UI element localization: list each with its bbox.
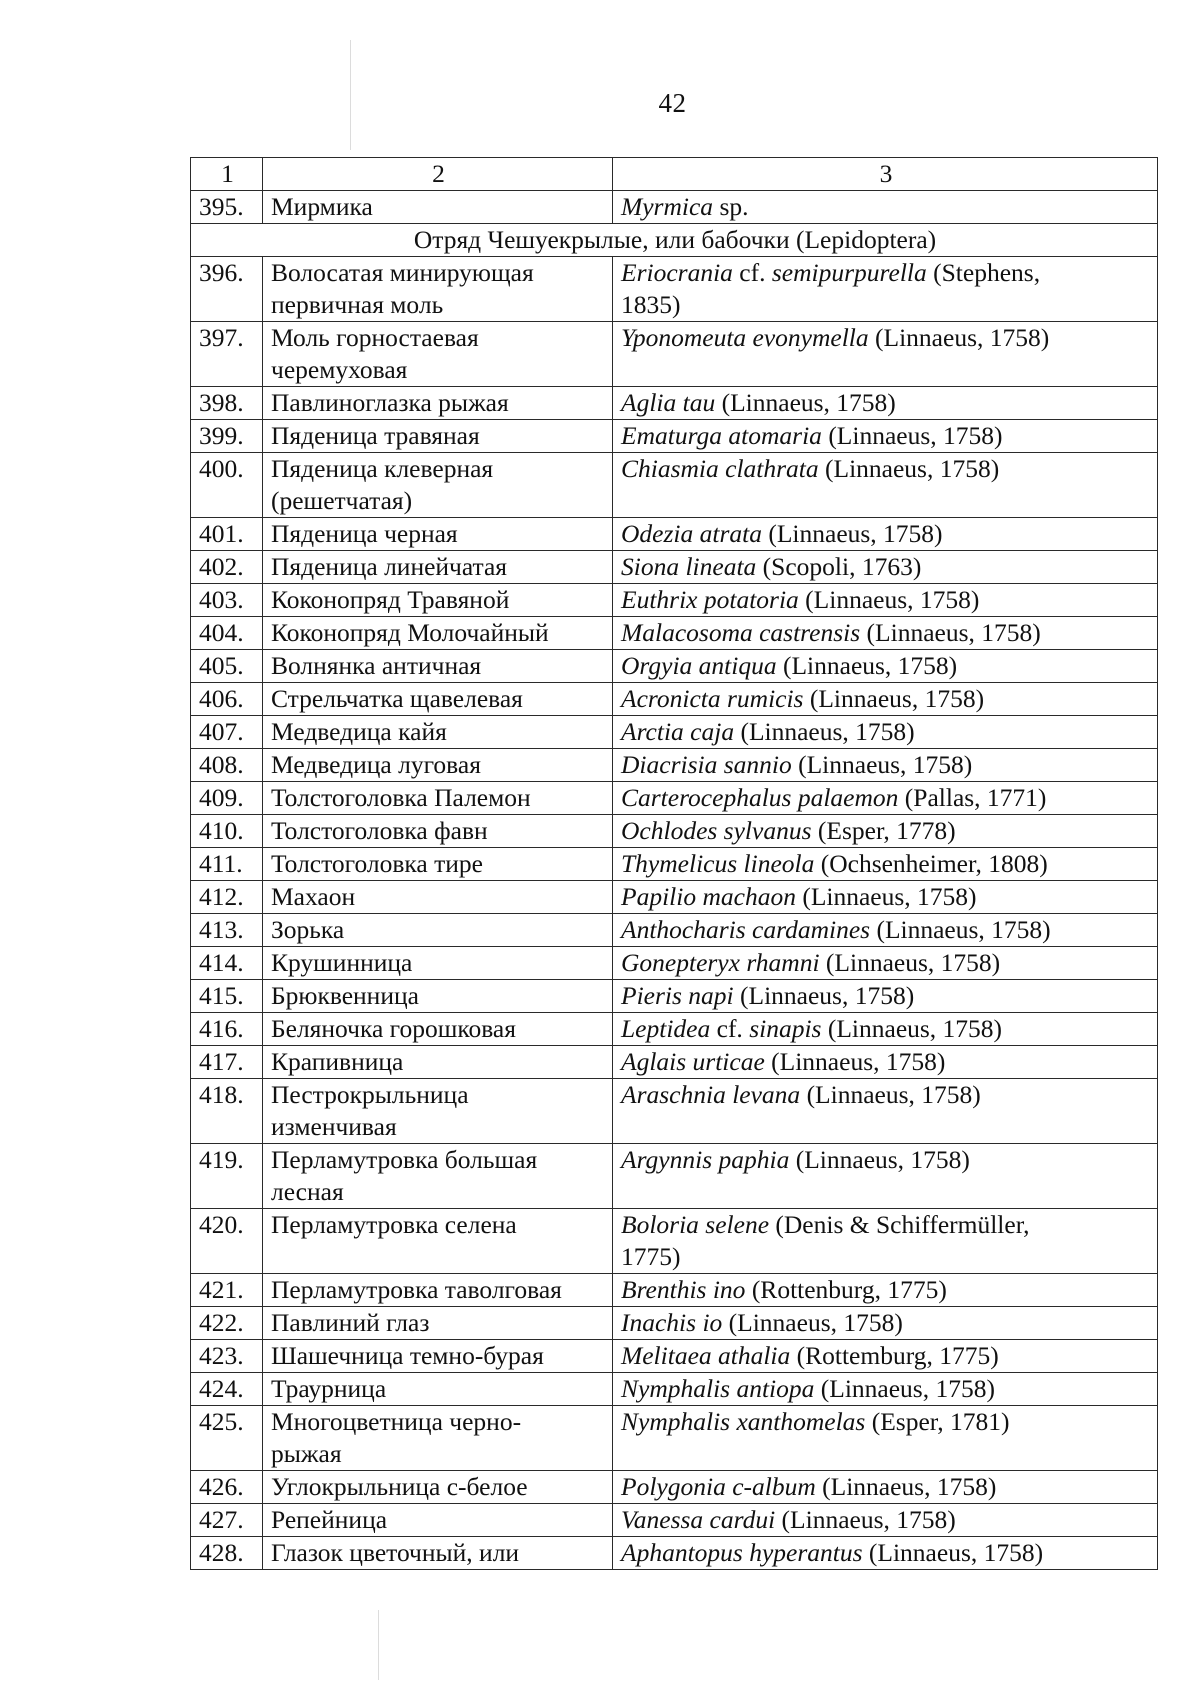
- latin-authority: (Linnaeus, 1758): [734, 717, 915, 746]
- latin-authority: (Pallas, 1771): [898, 783, 1047, 812]
- russian-name-cell: [263, 1537, 613, 1570]
- latin-binomial: Euthrix potatoria: [621, 585, 799, 614]
- table-row: [191, 947, 1158, 980]
- latin-name-cell: [613, 322, 1158, 387]
- latin-name-cell: [613, 1307, 1158, 1340]
- russian-name-cell: [263, 257, 613, 322]
- row-number: 406.: [191, 683, 263, 716]
- latin-binomial: Diacrisia sannio: [621, 750, 792, 779]
- latin-name-line: [621, 1274, 1151, 1306]
- latin-binomial: Brenthis ino: [621, 1275, 746, 1304]
- latin-binomial: Nymphalis xanthomelas: [621, 1407, 866, 1436]
- latin-name-line: [621, 749, 1151, 781]
- russian-name-cell: [263, 881, 613, 914]
- latin-binomial: Melitaea athalia: [621, 1341, 791, 1370]
- russian-name-cell: [263, 420, 613, 453]
- latin-binomial: Anthocharis cardamines: [621, 915, 871, 944]
- latin-authority: (Linnaeus, 1758): [800, 1080, 981, 1109]
- latin-authority: (Linnaeus, 1758): [715, 388, 896, 417]
- russian-name-line: первичная моль: [271, 290, 444, 319]
- latin-authority: (Linnaeus, 1758): [764, 1047, 946, 1076]
- russian-name-line: лесная: [271, 1177, 344, 1206]
- row-number: 419.: [191, 1144, 263, 1209]
- latin-authority: (Linnaeus, 1758): [821, 1014, 1003, 1043]
- russian-name-cell: [263, 1144, 613, 1209]
- row-number: 407.: [191, 716, 263, 749]
- latin-authority: (Rottemburg, 1775): [790, 1341, 999, 1370]
- latin-name-line: [621, 1340, 1151, 1372]
- header-cell-3: 3: [613, 158, 1158, 191]
- latin-name-cell: [613, 1340, 1158, 1373]
- row-number: 427.: [191, 1504, 263, 1537]
- latin-binomial: Polygonia c-album: [621, 1472, 816, 1501]
- russian-name-line: Глазок цветочный, или: [271, 1538, 520, 1567]
- row-number: 410.: [191, 815, 263, 848]
- latin-authority: (Linnaeus, 1758): [776, 651, 958, 680]
- latin-binomial: Ochlodes sylvanus: [621, 816, 812, 845]
- latin-name-line: [621, 1046, 1151, 1078]
- latin-name-cell: [613, 1046, 1158, 1079]
- russian-name-cell: [263, 1406, 613, 1471]
- russian-name-cell: [263, 848, 613, 881]
- russian-name-cell: [263, 551, 613, 584]
- latin-name-line: [621, 1307, 1151, 1339]
- row-number: 425.: [191, 1406, 263, 1471]
- header-cell-2: 2: [263, 158, 613, 191]
- latin-authority: (Denis & Schiffermüller,: [769, 1210, 1030, 1239]
- russian-name-line: Толстоголовка тире: [271, 849, 483, 878]
- russian-name-line: Медведица кайя: [271, 717, 447, 746]
- latin-binomial: Boloria selene: [621, 1210, 770, 1239]
- latin-binomial: Carterocephalus palaemon: [621, 783, 899, 812]
- russian-name-cell: [263, 453, 613, 518]
- table-row: [191, 551, 1158, 584]
- row-number: 415.: [191, 980, 263, 1013]
- row-number: 397.: [191, 322, 263, 387]
- russian-name-line: Стрельчатка щавелевая: [271, 684, 523, 713]
- row-number: 411.: [191, 848, 263, 881]
- russian-name-line: Медведица луговая: [271, 750, 481, 779]
- latin-name-cell: [613, 1079, 1158, 1144]
- row-number: 398.: [191, 387, 263, 420]
- row-number: 423.: [191, 1340, 263, 1373]
- russian-name-line: Беляночка горошковая: [271, 1014, 516, 1043]
- table-row: [191, 387, 1158, 420]
- latin-authority: (Linnaeus, 1758): [795, 882, 977, 911]
- latin-binomial: Aphantopus hyperantus: [621, 1538, 863, 1567]
- table-row: [191, 848, 1158, 881]
- latin-name-cell: [613, 749, 1158, 782]
- table-row: [191, 749, 1158, 782]
- table-row: [191, 782, 1158, 815]
- latin-binomial: Yponomeuta evonymella: [621, 323, 869, 352]
- latin-name-line: [621, 584, 1151, 616]
- row-number: 422.: [191, 1307, 263, 1340]
- latin-name-cell: [613, 1144, 1158, 1209]
- latin-name-line: [621, 914, 1151, 946]
- russian-name-line: (решетчатая): [271, 486, 413, 515]
- latin-name-cell: [613, 617, 1158, 650]
- row-number: 421.: [191, 1274, 263, 1307]
- latin-name-cell: [613, 1504, 1158, 1537]
- russian-name-cell: [263, 1307, 613, 1340]
- table-row: [191, 1340, 1158, 1373]
- row-number: 396.: [191, 257, 263, 322]
- russian-name-line: Крушинница: [271, 948, 413, 977]
- russian-name-cell: [263, 1013, 613, 1046]
- latin-name-cell: [613, 650, 1158, 683]
- russian-name-cell: [263, 1209, 613, 1274]
- header-cell-1: 1: [191, 158, 263, 191]
- russian-name-line: Махаон: [271, 882, 356, 911]
- latin-authority: 1775): [621, 1242, 681, 1271]
- russian-name-cell: [263, 191, 613, 224]
- russian-name-line: Пестрокрыльница: [271, 1080, 469, 1109]
- latin-name-line: [621, 289, 1151, 321]
- latin-name-line: [621, 1144, 1151, 1176]
- latin-name-cell: [613, 1373, 1158, 1406]
- latin-binomial: Pieris napi: [621, 981, 734, 1010]
- table-row: [191, 881, 1158, 914]
- latin-name-line: [621, 683, 1151, 715]
- russian-name-cell: [263, 518, 613, 551]
- row-number: 416.: [191, 1013, 263, 1046]
- russian-name-line: Волнянка античная: [271, 651, 482, 680]
- latin-name-cell: [613, 387, 1158, 420]
- latin-name-line: [621, 1079, 1151, 1111]
- latin-binomial: Inachis io: [621, 1308, 723, 1337]
- russian-name-cell: [263, 815, 613, 848]
- latin-name-line: [621, 848, 1151, 880]
- latin-binomial: Malacosoma castrensis: [621, 618, 861, 647]
- latin-authority: (Scopoli, 1763): [756, 552, 922, 581]
- russian-name-line: Перламутровка большая: [271, 1145, 538, 1174]
- latin-name-cell: [613, 584, 1158, 617]
- latin-name-cell: [613, 716, 1158, 749]
- russian-name-line: Пяденица линейчатая: [271, 552, 508, 581]
- species-table: [190, 157, 1158, 1570]
- table-row: [191, 1504, 1158, 1537]
- row-number: 417.: [191, 1046, 263, 1079]
- latin-authority: (Linnaeus, 1758): [761, 519, 943, 548]
- latin-name-cell: [613, 1209, 1158, 1274]
- latin-binomial: sinapis: [749, 1014, 822, 1043]
- russian-name-cell: [263, 1274, 613, 1307]
- row-number: 402.: [191, 551, 263, 584]
- latin-name-cell: [613, 1274, 1158, 1307]
- latin-name-line: [621, 947, 1151, 979]
- latin-name-line: [621, 1373, 1151, 1405]
- latin-authority: (Linnaeus, 1758): [818, 454, 1000, 483]
- table-row: [191, 1046, 1158, 1079]
- row-number: 395.: [191, 191, 263, 224]
- latin-authority: (Linnaeus, 1758): [803, 684, 985, 713]
- russian-name-cell: [263, 716, 613, 749]
- latin-authority: (Linnaeus, 1758): [819, 948, 1001, 977]
- latin-binomial: Thymelicus lineola: [621, 849, 815, 878]
- row-number: 412.: [191, 881, 263, 914]
- latin-binomial: Leptidea: [621, 1014, 711, 1043]
- latin-binomial: Nymphalis antiopa: [621, 1374, 815, 1403]
- latin-name-cell: [613, 518, 1158, 551]
- table-row: [191, 1013, 1158, 1046]
- table-row: [191, 1209, 1158, 1274]
- russian-name-line: Толстоголовка Палемон: [271, 783, 531, 812]
- row-number: 404.: [191, 617, 263, 650]
- latin-name-line: [621, 1471, 1151, 1503]
- table-header-row: [191, 158, 1158, 191]
- russian-name-cell: [263, 1079, 613, 1144]
- latin-name-cell: [613, 782, 1158, 815]
- russian-name-line: Репейница: [271, 1505, 388, 1534]
- latin-authority: (Linnaeus, 1758): [791, 750, 973, 779]
- russian-name-line: Павлиний глаз: [271, 1308, 430, 1337]
- latin-authority: (Rottenburg, 1775): [745, 1275, 947, 1304]
- russian-name-cell: [263, 782, 613, 815]
- latin-authority: (Linnaeus, 1758): [821, 421, 1003, 450]
- russian-name-cell: [263, 584, 613, 617]
- russian-name-cell: [263, 1373, 613, 1406]
- latin-name-cell: [613, 420, 1158, 453]
- table-row: [191, 453, 1158, 518]
- latin-authority: 1835): [621, 290, 681, 319]
- russian-name-line: Пяденица травяная: [271, 421, 480, 450]
- russian-name-cell: [263, 617, 613, 650]
- russian-name-cell: [263, 387, 613, 420]
- table-row: [191, 1307, 1158, 1340]
- latin-name-line: [621, 387, 1151, 419]
- table-row: [191, 1537, 1158, 1570]
- latin-binomial: Argynnis paphia: [621, 1145, 790, 1174]
- row-number: 428.: [191, 1537, 263, 1570]
- latin-authority: (Esper, 1781): [865, 1407, 1010, 1436]
- russian-name-cell: [263, 1046, 613, 1079]
- russian-name-line: Многоцветница черно-: [271, 1407, 522, 1436]
- latin-name-cell: [613, 191, 1158, 224]
- russian-name-cell: [263, 1340, 613, 1373]
- latin-authority: (Linnaeus, 1758): [862, 1538, 1044, 1567]
- latin-authority: (Linnaeus, 1758): [870, 915, 1051, 944]
- latin-binomial: Myrmica: [621, 192, 714, 221]
- table-row: [191, 1373, 1158, 1406]
- table-row: [191, 191, 1158, 224]
- latin-name-line: [621, 650, 1151, 682]
- order-heading: Отряд Чешуекрылые, или бабочки (Lepidoptera): [191, 224, 1158, 257]
- russian-name-cell: [263, 914, 613, 947]
- latin-name-cell: [613, 881, 1158, 914]
- latin-authority: (Esper, 1778): [811, 816, 956, 845]
- latin-authority: cf.: [732, 258, 772, 287]
- russian-name-cell: [263, 1504, 613, 1537]
- latin-name-cell: [613, 551, 1158, 584]
- latin-name-line: [621, 782, 1151, 814]
- russian-name-line: Траурница: [271, 1374, 387, 1403]
- latin-name-line: [621, 453, 1151, 485]
- latin-authority: (Linnaeus, 1758): [722, 1308, 903, 1337]
- russian-name-cell: [263, 749, 613, 782]
- russian-name-line: Шашечница темно-бурая: [271, 1341, 544, 1370]
- russian-name-line: Волосатая минирующая: [271, 258, 534, 287]
- russian-name-cell: [263, 683, 613, 716]
- latin-binomial: Chiasmia clathrata: [621, 454, 819, 483]
- latin-name-line: [621, 551, 1151, 583]
- latin-binomial: Acronicta rumicis: [621, 684, 804, 713]
- table-row: [191, 322, 1158, 387]
- russian-name-line: Углокрыльница с-белое: [271, 1472, 528, 1501]
- row-number: 408.: [191, 749, 263, 782]
- table-row: [191, 584, 1158, 617]
- latin-authority: (Linnaeus, 1758): [798, 585, 980, 614]
- latin-name-line: [621, 191, 1151, 223]
- table-row: [191, 1274, 1158, 1307]
- latin-name-cell: [613, 1471, 1158, 1504]
- row-number: 418.: [191, 1079, 263, 1144]
- row-number: 405.: [191, 650, 263, 683]
- latin-binomial: Aglais urticae: [621, 1047, 765, 1076]
- row-number: 420.: [191, 1209, 263, 1274]
- latin-binomial: Eriocrania: [621, 258, 733, 287]
- latin-name-cell: [613, 453, 1158, 518]
- latin-authority: cf.: [710, 1014, 750, 1043]
- russian-name-line: Пяденица клеверная: [271, 454, 494, 483]
- row-number: 413.: [191, 914, 263, 947]
- row-number: 403.: [191, 584, 263, 617]
- latin-name-line: [621, 881, 1151, 913]
- latin-authority: (Ochsenheimer, 1808): [814, 849, 1048, 878]
- russian-name-line: Брюквенница: [271, 981, 419, 1010]
- latin-name-line: [621, 257, 1151, 289]
- latin-name-line: [621, 1406, 1151, 1438]
- latin-binomial: Orgyia antiqua: [621, 651, 777, 680]
- latin-name-line: [621, 1209, 1151, 1241]
- table-row: [191, 1144, 1158, 1209]
- latin-binomial: Gonepteryx rhamni: [621, 948, 820, 977]
- latin-authority: (Linnaeus, 1758): [789, 1145, 970, 1174]
- order-row: [191, 224, 1158, 257]
- russian-name-line: Перламутровка таволговая: [271, 1275, 562, 1304]
- table-row: [191, 683, 1158, 716]
- latin-name-line: [621, 1241, 1151, 1273]
- latin-authority: (Linnaeus, 1758): [775, 1505, 956, 1534]
- latin-authority: (Stephens,: [926, 258, 1041, 287]
- latin-name-cell: [613, 683, 1158, 716]
- latin-authority: (Linnaeus, 1758): [868, 323, 1050, 352]
- latin-name-cell: [613, 848, 1158, 881]
- russian-name-line: Пяденица черная: [271, 519, 458, 548]
- latin-binomial: Siona lineata: [621, 552, 757, 581]
- russian-name-line: Коконопряд Молочайный: [271, 618, 549, 647]
- latin-authority: (Linnaeus, 1758): [860, 618, 1041, 647]
- latin-binomial: Papilio machaon: [621, 882, 796, 911]
- table-row: [191, 518, 1158, 551]
- latin-binomial: Vanessa cardui: [621, 1505, 776, 1534]
- row-number: 424.: [191, 1373, 263, 1406]
- table-row: [191, 1406, 1158, 1471]
- table-row: [191, 650, 1158, 683]
- russian-name-cell: [263, 1471, 613, 1504]
- russian-name-cell: [263, 947, 613, 980]
- latin-name-cell: [613, 1406, 1158, 1471]
- row-number: 426.: [191, 1471, 263, 1504]
- table-row: [191, 815, 1158, 848]
- latin-name-cell: [613, 947, 1158, 980]
- russian-name-line: Моль горностаевая: [271, 323, 479, 352]
- latin-authority: (Linnaeus, 1758): [814, 1374, 995, 1403]
- russian-name-cell: [263, 650, 613, 683]
- latin-name-cell: [613, 914, 1158, 947]
- russian-name-line: черемуховая: [271, 355, 408, 384]
- latin-name-cell: [613, 257, 1158, 322]
- latin-name-cell: [613, 980, 1158, 1013]
- russian-name-line: изменчивая: [271, 1112, 397, 1141]
- row-number: 409.: [191, 782, 263, 815]
- latin-binomial: semipurpurella: [771, 258, 927, 287]
- table-row: [191, 980, 1158, 1013]
- row-number: 399.: [191, 420, 263, 453]
- latin-name-cell: [613, 815, 1158, 848]
- latin-name-line: [621, 815, 1151, 847]
- scan-artifact-bottom: [378, 1610, 379, 1680]
- russian-name-line: Зорька: [271, 915, 345, 944]
- table-row: [191, 257, 1158, 322]
- latin-binomial: Ematurga atomaria: [621, 421, 822, 450]
- latin-binomial: Arctia caja: [621, 717, 735, 746]
- russian-name-line: Толстоголовка фавн: [271, 816, 488, 845]
- russian-name-line: рыжая: [271, 1439, 342, 1468]
- scan-artifact-top: [350, 40, 351, 150]
- russian-name-cell: [263, 322, 613, 387]
- latin-binomial: Araschnia levana: [621, 1080, 801, 1109]
- table-row: [191, 1079, 1158, 1144]
- page-number: 42: [658, 88, 687, 118]
- latin-name-line: [621, 1504, 1151, 1536]
- latin-binomial: Aglia tau: [621, 388, 716, 417]
- latin-name-line: [621, 1537, 1151, 1569]
- table-row: [191, 1471, 1158, 1504]
- latin-name-cell: [613, 1013, 1158, 1046]
- latin-name-line: [621, 980, 1151, 1012]
- latin-name-cell: [613, 1537, 1158, 1570]
- row-number: 400.: [191, 453, 263, 518]
- latin-name-line: [621, 716, 1151, 748]
- russian-name-line: Коконопряд Травяной: [271, 585, 510, 614]
- latin-name-line: [621, 1013, 1151, 1045]
- latin-name-line: [621, 518, 1151, 550]
- latin-name-line: [621, 617, 1151, 649]
- russian-name-line: Перламутровка селена: [271, 1210, 517, 1239]
- latin-authority: (Linnaeus, 1758): [815, 1472, 997, 1501]
- table-row: [191, 420, 1158, 453]
- latin-name-line: [621, 420, 1151, 452]
- row-number: 414.: [191, 947, 263, 980]
- table-row: [191, 617, 1158, 650]
- russian-name-cell: [263, 980, 613, 1013]
- russian-name-line: Мирмика: [271, 192, 373, 221]
- latin-authority: (Linnaeus, 1758): [733, 981, 915, 1010]
- russian-name-line: Крапивница: [271, 1047, 404, 1076]
- table-row: [191, 914, 1158, 947]
- row-number: 401.: [191, 518, 263, 551]
- latin-binomial: Odezia atrata: [621, 519, 762, 548]
- latin-name-line: [621, 322, 1151, 354]
- russian-name-line: Павлиноглазка рыжая: [271, 388, 509, 417]
- table-row: [191, 716, 1158, 749]
- latin-authority: sp.: [713, 192, 749, 221]
